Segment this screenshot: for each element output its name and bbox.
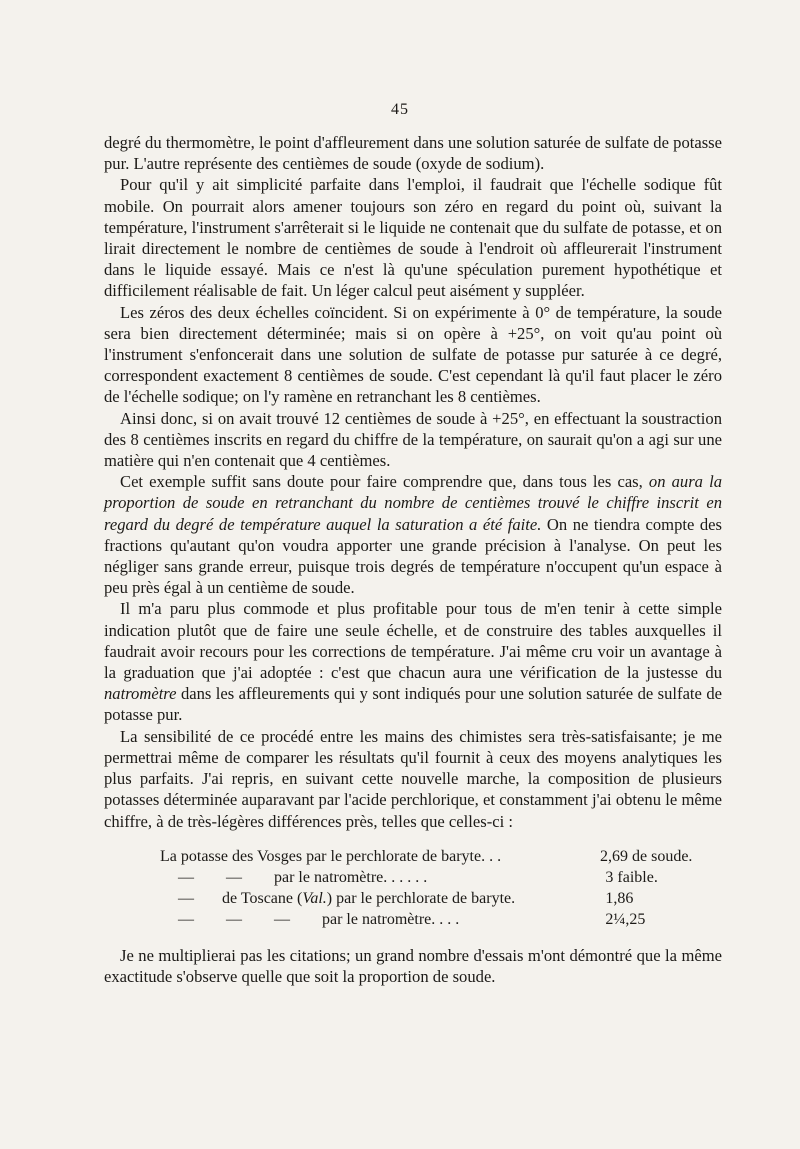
results-row-label-post: ) par le perchlorate de baryte. bbox=[326, 890, 516, 908]
results-row bbox=[104, 867, 722, 888]
paragraph-4: Ainsi donc, si on avait trouvé 12 centièmes de soude à +25°, en effectuant la soustraction des 8 centièmes inscrits en regard du chiffre de la température, on saurait qu'on a agi sur une matière qui n'en contenait que 4 centièmes. bbox=[104, 408, 722, 471]
results-row-value: 3 faible. bbox=[605, 868, 658, 886]
paragraph-6 bbox=[104, 598, 722, 725]
paragraph-5-end: On ne tiendra compte des fractions qu'autant qu'on voudra apporter une grande précision à l'analyse. On peut les négliger sans grande erreur, puisque trois degrés de température n'occupent qu'un espace à peu près égal à un centième de soude. bbox=[104, 514, 723, 598]
results-row-label bbox=[104, 888, 605, 909]
paragraph-8: Je ne multiplierai pas les citations; un grand nombre d'essais m'ont démontré que la même exactitude s'observe quelle que soit la proportion de soude. bbox=[104, 945, 722, 986]
page-number: 45 bbox=[391, 101, 409, 118]
paragraph-1: degré du thermomètre, le point d'affleurement dans une solution saturée de sulfate de potasse pur. L'autre représente des centièmes de soude (oxyde de sodium). bbox=[104, 133, 722, 174]
body-text bbox=[104, 132, 722, 987]
paragraph-6-end: dans les affleurements qui y sont indiqués pour une solution saturée de sulfate de potasse pur. bbox=[104, 684, 722, 725]
results-row-value: 2,69 de soude. bbox=[600, 847, 693, 865]
results-row-label: — — par le natromètre. . . . . . bbox=[178, 868, 428, 886]
results-row-label-pre: de Toscane ( bbox=[222, 890, 303, 908]
results-row-dash: — bbox=[178, 890, 194, 908]
results-table bbox=[104, 846, 722, 931]
paragraph-2: Pour qu'il y ait simplicité parfaite dans l'emploi, il faudrait que l'échelle sodique fût mobile. On pourrait alors amener toujours son zéro en regard du point où, suivant la température, l'instrument s'arrêterait si le liquide ne contenait que du sulfate de potasse, et on lirait directement le nombre de centièmes de soude à l'endroit où affleurerait l'instrument dans le liquide essayé. Mais ce n'est là qu'une spéculation purement hypothétique et difficilement réalisable de fait. Un léger calcul peut aisément y suppléer. bbox=[104, 175, 722, 301]
results-row-label: — — — par le natromètre. . . . bbox=[178, 911, 460, 929]
paragraph-6-start: Il m'a paru plus commode et plus profitable pour tous de m'en tenir à cette simple indication plutôt que de faire une seule échelle, et de construire des tables auxquelles il faudrait avoir recours pour les corrections de température. J'ai même cru voir un avantage à la graduation que j'ai adoptée : c'est que chacun aura une vérification de la justesse du bbox=[104, 599, 722, 683]
results-row-value: 2¼,25 bbox=[605, 911, 646, 929]
results-row-value: 1,86 bbox=[605, 890, 634, 908]
results-row-label: La potasse des Vosges par le perchlorate de baryte. . . bbox=[160, 847, 502, 865]
paragraph-3: Les zéros des deux échelles coïncident. Si on expérimente à 0° de température, la soude sera bien directement déterminée; mais si on opère à +25°, on voit qu'au point où l'instrument s'enfoncerait dans une solution de sulfate de potasse pur saturée à ce degré, correspondent exactement 8 centièmes de soude. C'est cependant là qu'il faut placer le zéro de l'échelle sodique; on l'y ramène en retranchant les 8 centièmes. bbox=[104, 302, 722, 407]
paragraph-6-italic-term: natromètre bbox=[104, 684, 177, 704]
paragraph-7: La sensibilité de ce procédé entre les mains des chimistes sera très-satisfaisante; je me permettrai même de comparer les résultats qu'il fournit à ceux des moyens analytiques les plus parfaits. J'ai repris, en suivant cette nouvelle marche, la composition de plusieurs potasses déterminée auparavant par l'acide perchlorique, et constamment j'ai obtenu le même chiffre, à de très-légères différences près, telles que celles-ci : bbox=[104, 726, 722, 831]
paragraph-5-start: Cet exemple suffit sans doute pour faire comprendre que, dans tous les cas, bbox=[120, 472, 649, 492]
results-row bbox=[104, 888, 722, 909]
results-row-label-italic: Val. bbox=[302, 890, 327, 908]
paragraph-5-italic-rule: on aura la proportion de soude en retranchant du nombre de centièmes trouvé le chiffre inscrit en regard du degré de température auquel la saturation a été faite. bbox=[104, 472, 722, 534]
results-row bbox=[104, 846, 722, 867]
paragraph-5 bbox=[104, 471, 722, 598]
results-row bbox=[104, 909, 722, 930]
